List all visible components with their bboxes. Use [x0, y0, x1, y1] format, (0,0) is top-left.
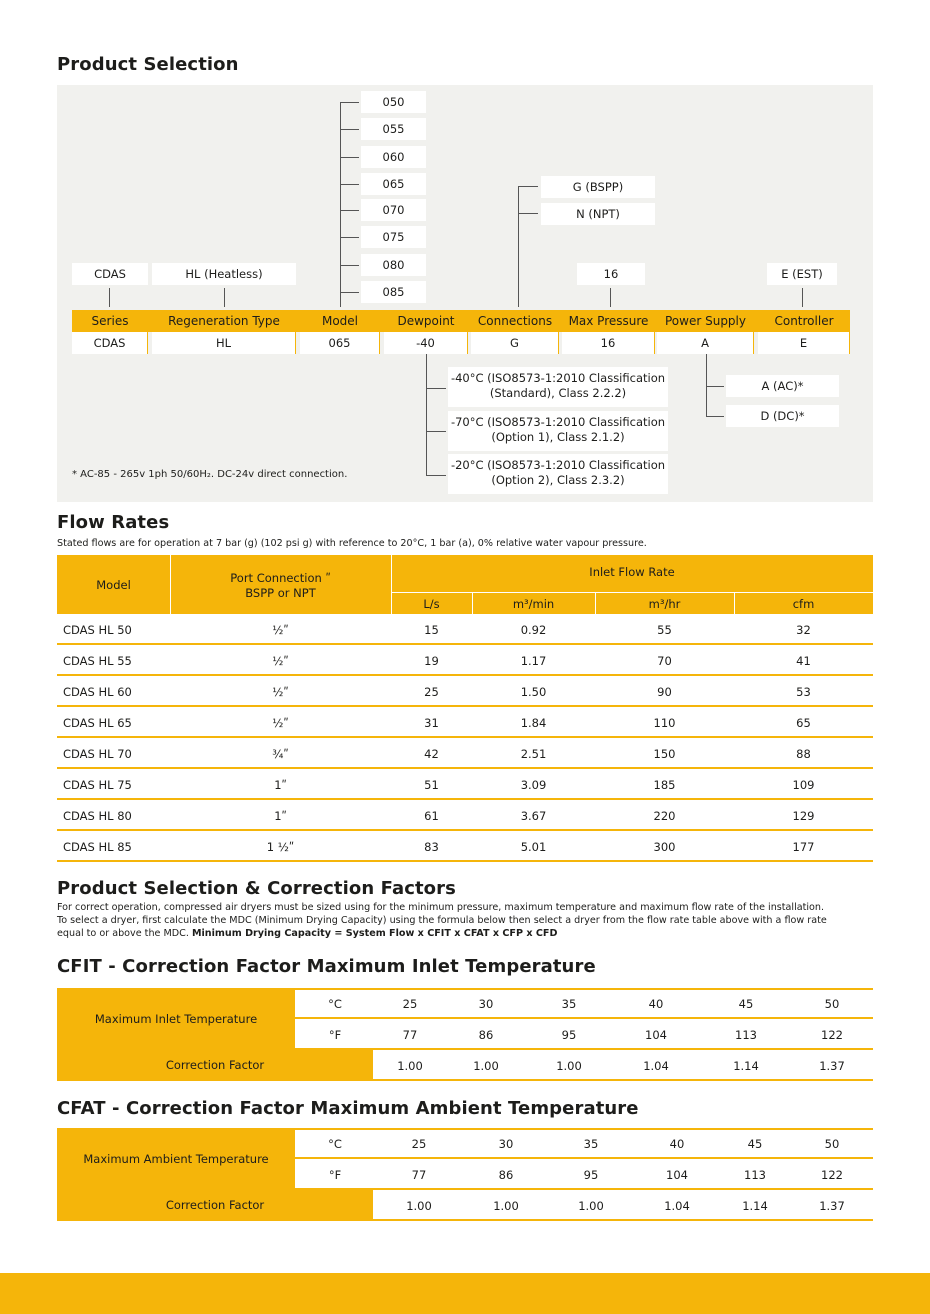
cell-m3hr: 220 [653, 809, 676, 823]
selection-value-cell: -40 [384, 332, 468, 354]
model-tree-branch [340, 129, 359, 130]
cell-ls: 15 [424, 623, 439, 637]
celsius-value: 45 [747, 1137, 763, 1151]
table-row [57, 738, 873, 769]
dewpoint-option-line: (Option 2), Class 2.3.2) [491, 473, 625, 487]
cell-cfm: 41 [796, 654, 811, 668]
correction-factor-value: 1.04 [664, 1199, 690, 1213]
fahrenheit-value: 77 [402, 1028, 418, 1042]
selection-header-cell: Model [321, 314, 359, 328]
factor-row [373, 1050, 873, 1081]
dewpoint-option-standard [448, 367, 668, 407]
cell-port: ½ʺ [272, 716, 289, 730]
col-header-m3min: m³/min [512, 597, 555, 611]
connections-tree-branch [518, 186, 538, 187]
col-header-port: Port Connection ʺ [230, 571, 331, 585]
celsius-value: 50 [824, 997, 840, 1011]
model-tree-branch [340, 184, 359, 185]
celsius-value: 35 [583, 1137, 599, 1151]
cell-ls: 61 [424, 809, 439, 823]
connections-tree-branch [518, 213, 538, 214]
cell-cfm: 32 [796, 623, 811, 637]
correction-para-line: For correct operation, compressed air dryers must be sized using for the minimum pressure, maximum temperature and maximum flow rate of the installation. [57, 902, 825, 913]
flow-rates-subtitle: Stated flows are for operation at 7 bar (g) (102 psi g) with reference to 20°C, 1 bar (a), 0% relative water vapour pressure. [57, 538, 647, 549]
selection-header-cell: Connections [477, 314, 553, 328]
series-option: CDAS [72, 263, 148, 285]
dewpoint-tree-branch [426, 475, 446, 476]
col-header-m3hr: m³/hr [648, 597, 681, 611]
temp-label: Maximum Ambient Temperature [83, 1152, 269, 1166]
correction-factor-value: 1.00 [493, 1199, 519, 1213]
fahrenheit-value: 104 [645, 1028, 667, 1042]
correction-factor-value: 1.37 [819, 1059, 845, 1073]
pressure-connector [610, 288, 611, 307]
table-row [57, 831, 873, 862]
cell-m3hr: 55 [657, 623, 672, 637]
cell-cfm: 109 [792, 778, 815, 792]
fahrenheit-value: 86 [498, 1168, 514, 1182]
power-tree-branch [706, 416, 724, 417]
selection-header-cell: Controller [774, 314, 834, 328]
table-row [57, 707, 873, 738]
model-option: 080 [361, 254, 426, 276]
series-connector [109, 288, 110, 307]
cf-label: Correction Factor [165, 1198, 265, 1212]
correction-para-line [57, 927, 857, 940]
mdc-formula: Minimum Drying Capacity = System Flow x CFIT x CFAT x CFP x CFD [191, 928, 558, 939]
fahrenheit-value: 86 [478, 1028, 494, 1042]
cell-port: 1ʺ [274, 778, 287, 792]
model-option: 075 [361, 226, 426, 248]
table-row [57, 645, 873, 676]
cell-model: CDAS HL 70 [63, 747, 132, 761]
cell-model: CDAS HL 75 [63, 778, 132, 792]
selection-value-cell: G [471, 332, 559, 354]
model-option: 085 [361, 281, 426, 303]
cell-m3min: 1.84 [520, 716, 547, 730]
selection-header-cell: Power Supply [665, 314, 746, 328]
selection-value-cell: 16 [562, 332, 655, 354]
celsius-value: 30 [478, 997, 494, 1011]
model-option: 050 [361, 91, 426, 113]
fahrenheit-value: 104 [666, 1168, 688, 1182]
cell-m3min: 0.92 [520, 623, 547, 637]
correction-para-line: To select a dryer, first calculate the MDC (Minimum Drying Capacity) using the formula below then select a dryer from the flow rate table above with a flow rate [57, 915, 827, 926]
selection-header-cell: Dewpoint [397, 314, 455, 328]
dewpoint-option-1 [448, 411, 668, 451]
cell-m3hr: 110 [653, 716, 676, 730]
fahrenheit-value: 113 [735, 1028, 757, 1042]
connections-tree-trunk [518, 186, 519, 307]
cell-port: 1 ½ʺ [266, 840, 295, 854]
cell-model: CDAS HL 65 [63, 716, 132, 730]
fahrenheit-value: 95 [583, 1168, 599, 1182]
cell-m3min: 2.51 [520, 747, 547, 761]
unit-celsius: °C [328, 997, 342, 1011]
power-tree-trunk [706, 354, 707, 416]
selection-value-cell: A [657, 332, 754, 354]
unit-fahrenheit: °F [328, 1028, 342, 1042]
cell-m3min: 1.50 [520, 685, 547, 699]
power-footnote: * AC-85 - 265v 1ph 50/60H₂. DC-24v direct connection. [72, 469, 348, 480]
cell-m3hr: 185 [653, 778, 676, 792]
dewpoint-option-2 [448, 454, 668, 494]
regen-option: HL (Heatless) [152, 263, 296, 285]
cell-model: CDAS HL 50 [63, 623, 132, 637]
correction-factor-value: 1.00 [473, 1059, 499, 1073]
product-selection-title: Product Selection [57, 54, 239, 75]
fahrenheit-value: 77 [411, 1168, 427, 1182]
model-tree-branch [340, 157, 359, 158]
power-option-ac: A (AC)* [726, 375, 839, 397]
cell-m3min: 5.01 [520, 840, 547, 854]
celsius-value: 30 [498, 1137, 514, 1151]
cell-cfm: 53 [796, 685, 811, 699]
cell-port: ½ʺ [272, 654, 289, 668]
cfit-title: CFIT - Correction Factor Maximum Inlet Temperature [57, 956, 596, 977]
selection-value-cell: HL [152, 332, 296, 354]
table-row [57, 800, 873, 831]
selection-header-cell: Regeneration Type [168, 314, 280, 328]
model-tree-branch [340, 292, 359, 293]
dewpoint-tree-branch [426, 431, 446, 432]
correction-factor-value: 1.00 [578, 1199, 604, 1213]
cell-ls: 51 [424, 778, 439, 792]
cell-model: CDAS HL 85 [63, 840, 132, 854]
controller-connector [802, 288, 803, 307]
selection-header-cell: Max Pressure [568, 314, 649, 328]
power-option-dc: D (DC)* [726, 405, 839, 427]
selection-value-cell: E [758, 332, 850, 354]
model-option: 055 [361, 118, 426, 140]
cell-m3hr: 70 [657, 654, 672, 668]
cell-port: ½ʺ [272, 685, 289, 699]
cell-cfm: 177 [792, 840, 815, 854]
correction-paragraph [57, 901, 857, 940]
unit-fahrenheit: °F [328, 1168, 342, 1182]
dewpoint-tree-branch [426, 388, 446, 389]
correction-factor-value: 1.14 [733, 1059, 759, 1073]
model-tree-branch [340, 210, 359, 211]
fahrenheit-value: 122 [821, 1028, 843, 1042]
cell-m3hr: 150 [653, 747, 676, 761]
cell-cfm: 129 [792, 809, 815, 823]
celsius-value: 45 [738, 997, 754, 1011]
correction-title: Product Selection & Correction Factors [57, 878, 456, 899]
correction-factor-value: 1.00 [556, 1059, 582, 1073]
dewpoint-option-line: -20°C (ISO8573-1:2010 Classification [450, 458, 666, 472]
col-header-model: Model [96, 578, 131, 592]
cell-port: 1ʺ [274, 809, 287, 823]
cell-ls: 19 [424, 654, 439, 668]
dewpoint-option-line: -40°C (ISO8573-1:2010 Classification [450, 371, 666, 385]
table-row [57, 769, 873, 800]
model-tree-branch [340, 265, 359, 266]
celsius-value: 25 [411, 1137, 427, 1151]
model-option: 070 [361, 199, 426, 221]
temp-label: Maximum Inlet Temperature [94, 1012, 258, 1026]
cell-m3min: 3.09 [520, 778, 547, 792]
connection-option-npt: N (NPT) [541, 203, 655, 225]
cfat-title: CFAT - Correction Factor Maximum Ambient Temperature [57, 1098, 639, 1119]
cell-ls: 31 [424, 716, 439, 730]
cell-model: CDAS HL 80 [63, 809, 132, 823]
correction-factor-value: 1.14 [742, 1199, 768, 1213]
pressure-option: 16 [577, 263, 645, 285]
unit-celsius: °C [328, 1137, 342, 1151]
cell-m3hr: 90 [657, 685, 672, 699]
regen-connector [224, 288, 225, 307]
fahrenheit-value: 95 [561, 1028, 577, 1042]
cell-m3min: 3.67 [520, 809, 547, 823]
cell-ls: 42 [424, 747, 439, 761]
cell-m3hr: 300 [653, 840, 676, 854]
correction-factor-value: 1.00 [406, 1199, 432, 1213]
footer-bar [0, 1273, 930, 1314]
col-header-inlet: Inlet Flow Rate [589, 565, 675, 579]
dewpoint-tree-trunk [426, 354, 427, 476]
cell-cfm: 65 [796, 716, 811, 730]
controller-option: E (EST) [767, 263, 837, 285]
dewpoint-option-line: -70°C (ISO8573-1:2010 Classification [450, 415, 666, 429]
selection-header-cell: Series [91, 314, 129, 328]
power-tree-branch [706, 386, 724, 387]
celsius-value: 40 [648, 997, 664, 1011]
celsius-value: 40 [669, 1137, 685, 1151]
cell-port: ½ʺ [272, 623, 289, 637]
celsius-value: 35 [561, 997, 577, 1011]
cell-port: ¾ʺ [272, 747, 289, 761]
correction-factor-value: 1.37 [819, 1199, 845, 1213]
celsius-value: 25 [402, 997, 418, 1011]
fahrenheit-value: 113 [744, 1168, 766, 1182]
dewpoint-option-line: (Option 1), Class 2.1.2) [491, 430, 625, 444]
cell-m3min: 1.17 [520, 654, 547, 668]
model-tree-branch [340, 237, 359, 238]
dewpoint-option-line: (Standard), Class 2.2.2) [489, 386, 627, 400]
model-tree-trunk [340, 102, 341, 307]
correction-para-text: equal to or above the MDC. [57, 928, 189, 939]
connection-option-bspp: G (BSPP) [541, 176, 655, 198]
correction-factor-value: 1.00 [397, 1059, 423, 1073]
table-row [57, 614, 873, 645]
cell-cfm: 88 [796, 747, 811, 761]
cell-model: CDAS HL 60 [63, 685, 132, 699]
correction-factor-value: 1.04 [643, 1059, 669, 1073]
model-tree-branch [340, 102, 359, 103]
col-header-port-sub: BSPP or NPT [245, 586, 316, 600]
cell-model: CDAS HL 55 [63, 654, 132, 668]
cell-ls: 25 [424, 685, 439, 699]
col-header-ls: L/s [423, 597, 440, 611]
cell-ls: 83 [424, 840, 439, 854]
table-row [57, 676, 873, 707]
cf-label: Correction Factor [165, 1058, 265, 1072]
selection-value-cell: CDAS [72, 332, 148, 354]
celsius-value: 50 [824, 1137, 840, 1151]
selection-value-cell: 065 [300, 332, 380, 354]
model-option: 065 [361, 173, 426, 195]
model-option: 060 [361, 146, 426, 168]
fahrenheit-value: 122 [821, 1168, 843, 1182]
col-header-cfm: cfm [792, 597, 815, 611]
flow-rates-title: Flow Rates [57, 512, 170, 533]
header-divider [391, 592, 873, 593]
